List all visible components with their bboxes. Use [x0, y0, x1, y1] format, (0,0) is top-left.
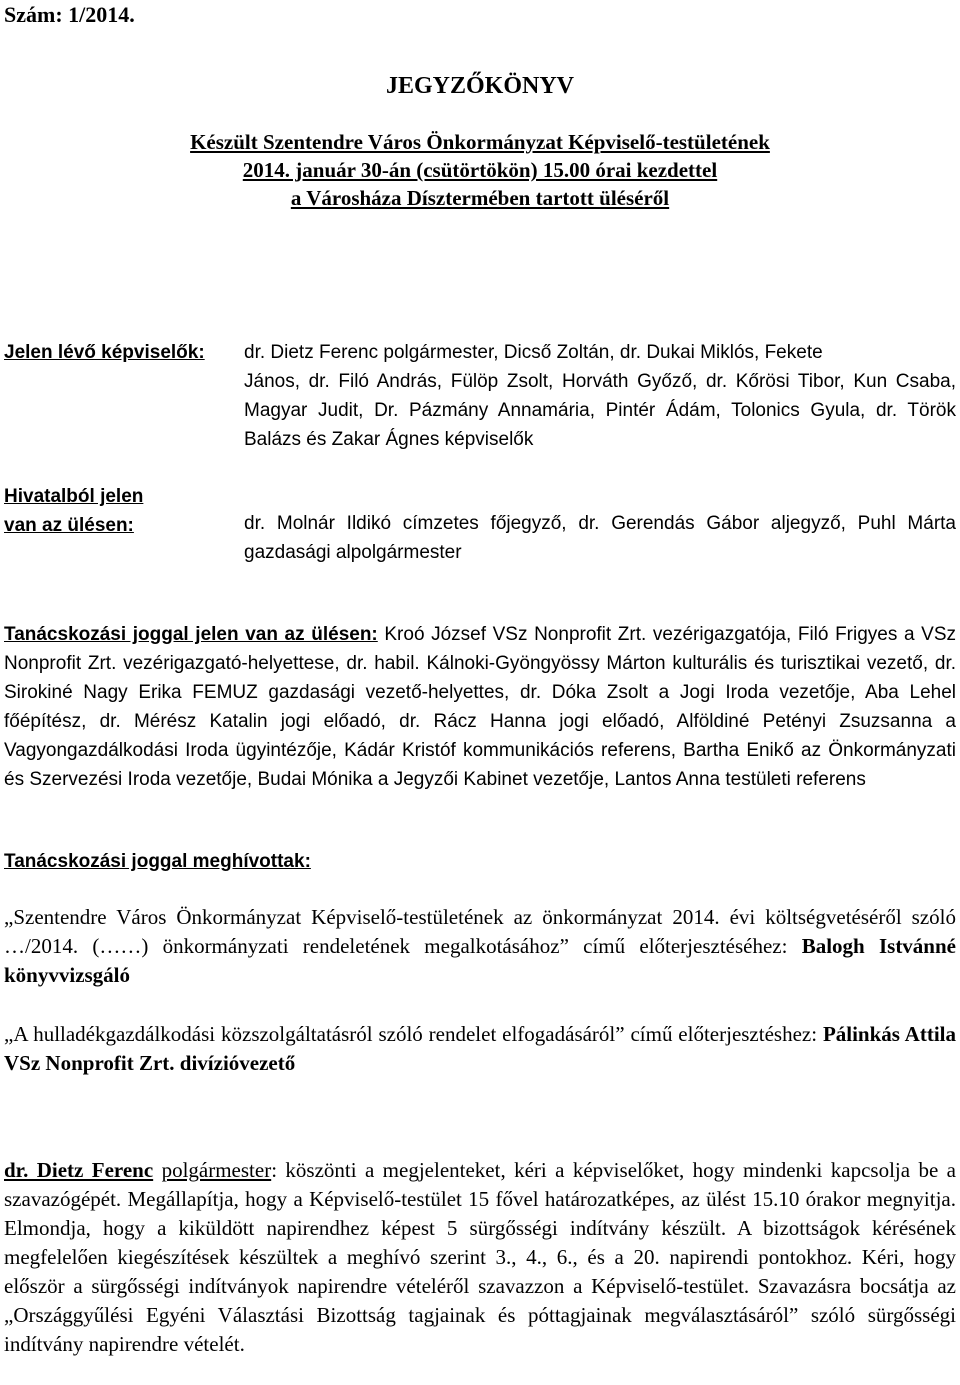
invited-item-person: Pálinkás Attila VSz Nonprofit Zrt. divízióvezető — [4, 1022, 956, 1075]
invited-item-text: „A hulladékgazdálkodási közszolgáltatásról szóló rendelet elfogadásáról” című előterjesztéshez: — [4, 1022, 823, 1046]
speech-text: : köszönti a megjelenteket, kéri a képviselőket, hogy mindenki kapcsolja be a szavazógépét. Megállapítja, hogy a Képviselő-testület 15 fővel határozatképes, az ülést 15.10 órakor megnyitja. Elmondja, hogy a kiküldött napirendhez képest 5 sürgősségi indítvány készült. A bizottságok kérésének megfelelően kiegészítések készültek a meghívó szerint 3., 4., 6., és a 20. napirendi pontokhoz. Kéri, hogy először a sürgősségi indítványok napirendre vételéről szavazzon a Képviselő-testület. Szavazásra bocsátja az „Országgyűlési Egyéni Választási Bizottság tagjainak és póttagjainak megválasztásáról” szóló sürgősségi indítvány napirendre vételét. — [4, 1158, 956, 1356]
speaker-role: polgármester — [161, 1158, 272, 1182]
invited-item — [4, 1020, 956, 1078]
advisory-label: Tanácskozási joggal jelen van az ülésen: — [4, 624, 378, 645]
advisory-text: Kroó József VSz Nonprofit Zrt. vezérigazgatója, Filó Frigyes a VSz Nonprofit Zrt. vezérigazgató-helyettese, dr. habil. Kálnoki-Gyöngyössy Márton kulturális és turisztikai vezető, dr. Sirokiné Nagy Erika FEMUZ gazdasági vezető-helyettes, dr. Dóka Zsolt a Jogi Iroda vezetője, Aba Lehel főépítész, dr. Mérész Katalin jogi előadó, dr. Rácz Hanna jogi előadó, Alföldiné Petényi Zsuzsanna a Vagyongazdálkodási Iroda ügyintézője, Kádár Kristóf kommunikációs referens, Bartha Enikő az Önkormányzati és Szervezési Iroda vezetője, Budai Mónika a Jegyzői Kabinet vezetője, Lantos Anna testületi referens — [4, 624, 956, 790]
present-members-text: János, dr. Filó András, Fülöp Zsolt, Horváth Győző, dr. Kőrösi Tibor, Kun Csaba, Magyar Judit, Dr. Pázmány Annamária, Pintér Ádám, Tolonics Gyula, dr. Török Balázs és Zakar Ágnes képviselők — [244, 371, 956, 450]
subtitle-line: Készült Szentendre Város Önkormányzat Képviselő-testületének — [190, 130, 770, 154]
invited-item-text: „Szentendre Város Önkormányzat Képviselő-testületének az önkormányzat 2014. évi költségvetéséről szóló …/2014. (……) önkormányzati rendeletének megalkotásához” című előterjesztéséhez: — [4, 905, 956, 958]
present-members-first-line: dr. Dietz Ferenc polgármester, Dicső Zoltán, dr. Dukai Miklós, Fekete — [244, 342, 823, 363]
advisory-attendees-paragraph — [4, 620, 956, 794]
speech-paragraph — [4, 1156, 956, 1359]
document-title: JEGYZŐKÖNYV — [385, 73, 574, 99]
office-label-line: Hivatalból jelen — [4, 486, 144, 507]
invited-item-person: Balogh Istvánné könyvvizsgáló — [4, 934, 956, 987]
document-subtitle — [60, 128, 900, 212]
present-members-label: Jelen lévő képviselők: — [4, 342, 205, 363]
office-attendees-text: dr. Molnár Ildikó címzetes főjegyző, dr. Gerendás Gábor aljegyző, Puhl Márta gazdasági alpolgármester — [244, 513, 956, 563]
speaker-name: dr. Dietz Ferenc — [4, 1158, 154, 1182]
subtitle-line: 2014. január 30-án (csütörtökön) 15.00 órai kezdettel — [242, 158, 718, 182]
document-number: Szám: 1/2014. — [4, 2, 135, 27]
invited-item — [4, 903, 956, 990]
subtitle-line: a Városháza Dísztermében tartott üléséről — [290, 186, 670, 210]
office-label-line: van az ülésen: — [4, 515, 134, 536]
office-attendees-label — [4, 482, 143, 540]
invited-label: Tanácskozási joggal meghívottak: — [4, 851, 311, 872]
